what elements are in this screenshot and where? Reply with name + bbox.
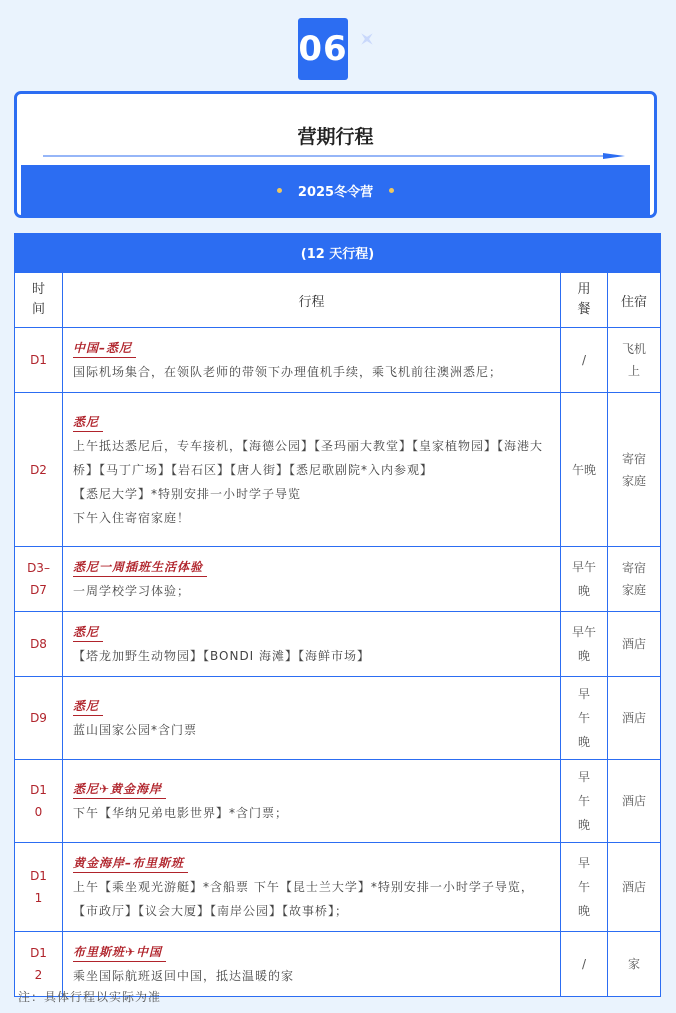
meal-cell: [561, 932, 608, 997]
route-title: 中国–悉尼: [73, 339, 136, 358]
table-row: [15, 547, 661, 612]
plan-description: 【悉尼大学】*特别安排一小时学子导览: [73, 486, 302, 501]
day-label: D8: [30, 637, 47, 651]
meal-label: /: [581, 353, 587, 367]
meal-cell: [561, 328, 608, 393]
stay-label: 酒店: [621, 794, 646, 808]
meal-cell: [561, 393, 608, 547]
plan-cell: [63, 612, 561, 677]
table-row: [15, 612, 661, 677]
route-title: 悉尼: [73, 413, 103, 432]
plan-description: 一周学校学习体验；: [73, 584, 191, 598]
meal-label: 午晚: [571, 462, 596, 477]
plan-description: 【塔龙加野生动物园】【BONDI 海滩】【海鲜市场】: [73, 649, 371, 663]
stay-label: 酒店: [621, 637, 646, 651]
table-caption: (12 天行程): [14, 233, 661, 272]
day-cell: [15, 843, 63, 932]
plan-cell: [63, 393, 561, 547]
plan-cell: [63, 843, 561, 932]
plan-cell: [63, 677, 561, 760]
plan-cell: [63, 932, 561, 997]
route-title: 悉尼✈黄金海岸: [73, 780, 166, 799]
day-label: D9: [30, 711, 47, 725]
day-cell: [15, 393, 63, 547]
header-plan: [63, 273, 561, 328]
day-cell: [15, 547, 63, 612]
sparkle-icon: [358, 30, 376, 48]
table-row: [15, 677, 661, 760]
meal-label: 早午 晚: [571, 625, 596, 663]
stay-label: 寄宿 家庭: [621, 451, 646, 488]
plan-description: 乘坐国际航班返回中国，抵达温暖的家: [73, 969, 295, 983]
stay-label: 酒店: [621, 711, 646, 725]
table-row: [15, 393, 661, 547]
stay-cell: [608, 328, 661, 393]
stay-cell: [608, 393, 661, 547]
table-row: [15, 843, 661, 932]
header-time-label: 时 间: [31, 282, 45, 317]
plan-description: 下午入住寄宿家庭！: [73, 510, 191, 525]
meal-cell: [561, 760, 608, 843]
route-title: 黄金海岸–布里斯班: [73, 854, 188, 873]
stay-label: 飞机 上: [621, 342, 646, 378]
day-label: D2: [30, 462, 47, 477]
arrow-divider: [43, 153, 625, 159]
plan-cell: [63, 760, 561, 843]
meal-cell: [561, 612, 608, 677]
day-cell: [15, 932, 63, 997]
footnote: 注：具体行程以实际为准: [18, 990, 162, 1004]
stay-label: 酒店: [621, 880, 646, 894]
meal-label: 早 午 晚: [577, 687, 590, 749]
plan-description: 上午抵达悉尼后，专车接机，【海德公园】【圣玛丽大教堂】【皇家植物园】【海港大桥】【马丁广场】【岩石区】【唐人街】【悉尼歌剧院*入内参观】: [73, 438, 544, 477]
header-stay: [608, 273, 661, 328]
day-label: D1: [30, 353, 47, 367]
route-title: 悉尼: [73, 623, 103, 642]
table-body: [15, 328, 661, 997]
meal-label: 早 午 晚: [577, 856, 590, 918]
stay-cell: [608, 843, 661, 932]
day-cell: [15, 677, 63, 760]
camp-band: [21, 165, 650, 215]
route-title: 悉尼一周插班生活体验: [73, 558, 207, 577]
plan-description: 国际机场集合，在领队老师的带领下办理值机手续，乘飞机前往澳洲悉尼；: [73, 365, 503, 379]
header-meal-label: 用 餐: [577, 282, 591, 317]
table-row: [15, 328, 661, 393]
meal-label: /: [581, 957, 587, 971]
stay-label: 家: [627, 957, 640, 971]
meal-cell: [561, 843, 608, 932]
stay-cell: [608, 760, 661, 843]
plan-description: 蓝山国家公园*含门票: [73, 723, 198, 737]
meal-cell: [561, 677, 608, 760]
stay-cell: [608, 677, 661, 760]
stay-label: 寄宿 家庭: [621, 561, 646, 597]
route-title: 悉尼: [73, 697, 103, 716]
header-meal: [561, 273, 608, 328]
day-label: D1 1: [30, 869, 47, 905]
plan-cell: [63, 547, 561, 612]
header-stay-label: 住宿: [620, 294, 647, 310]
stay-cell: [608, 547, 661, 612]
page-title: 营期行程: [297, 126, 374, 148]
dot-left: [277, 188, 282, 193]
route-title: 布里斯班✈中国: [73, 943, 166, 962]
stay-cell: [608, 932, 661, 997]
table-row: [15, 760, 661, 843]
stay-cell: [608, 612, 661, 677]
day-label: D3– D7: [27, 561, 50, 597]
day-label: D1 0: [30, 783, 47, 819]
plan-description: 上午【乘坐观光游艇】*含船票 下午【昆士兰大学】*特别安排一小时学子导览，【市政厅】【议会大厦】【南岸公园】【故事桥】；: [73, 880, 534, 918]
camp-name: 2025冬令营: [297, 184, 374, 200]
header-plan-label: 行程: [298, 294, 325, 310]
plan-description: 下午【华纳兄弟电影世界】*含门票；: [73, 806, 289, 820]
itinerary-table: [14, 233, 661, 997]
meal-label: 早午 晚: [571, 560, 596, 598]
day-label: D1 2: [30, 946, 47, 982]
title-card: [14, 91, 657, 218]
dot-right: [389, 188, 394, 193]
day-cell: [15, 760, 63, 843]
meal-label: 早 午 晚: [577, 770, 590, 832]
header-time: [15, 273, 63, 328]
section-number: 06: [298, 18, 348, 80]
plan-cell: [63, 328, 561, 393]
table-row: [15, 932, 661, 997]
day-cell: [15, 328, 63, 393]
day-cell: [15, 612, 63, 677]
meal-cell: [561, 547, 608, 612]
